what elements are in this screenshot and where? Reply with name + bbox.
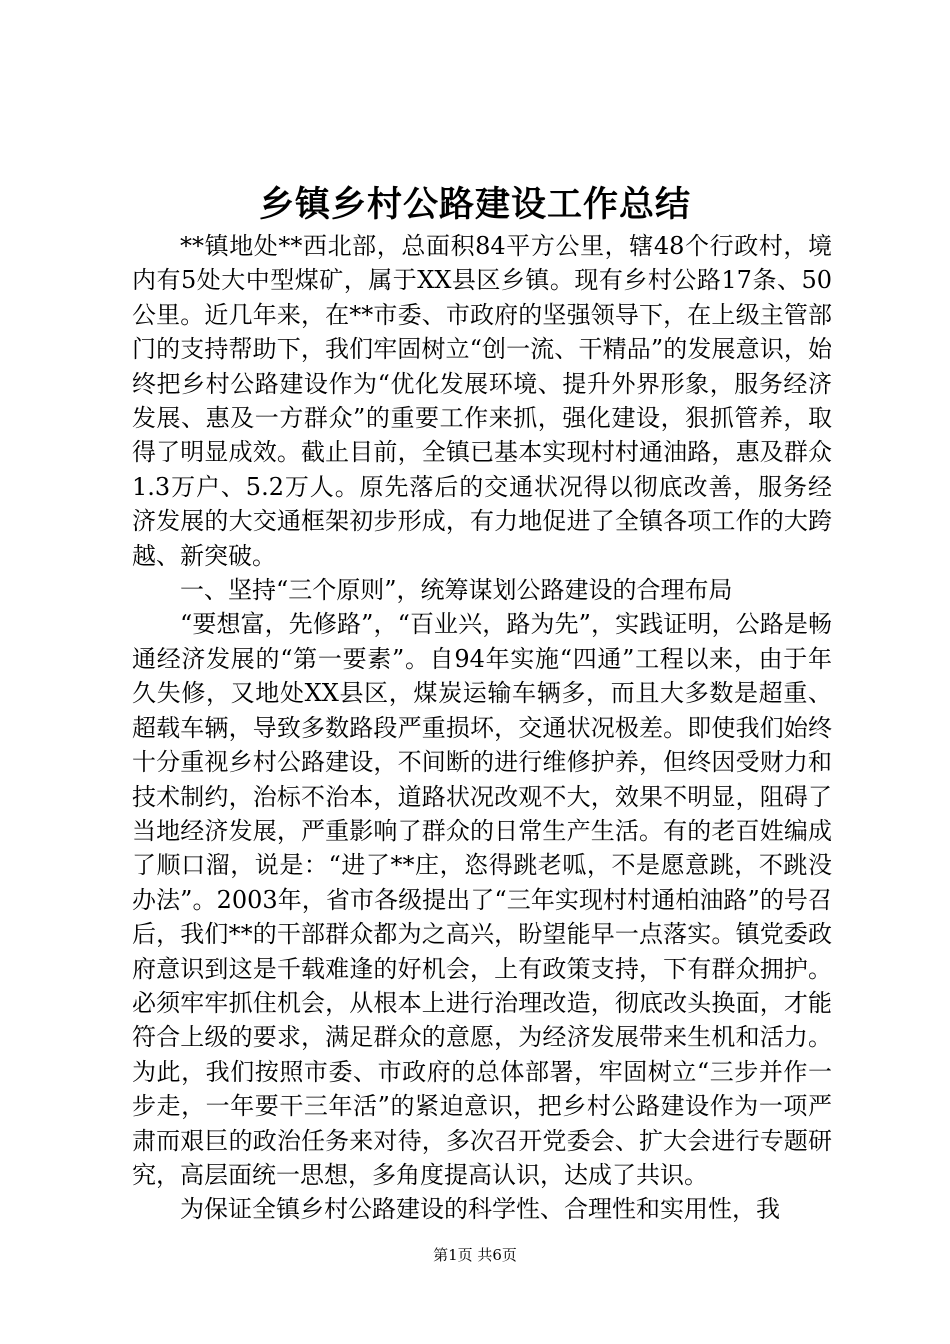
document-title: 乡镇乡村公路建设工作总结 <box>258 184 691 225</box>
paragraph-continuation: 为保证全镇乡村公路建设的科学性、合理性和实用性，我 <box>180 1195 780 1224</box>
paragraph-intro: **镇地处**西北部，总面积84平方公里，辖48个行政村，境内有5处大中型煤矿，属于XX县区乡镇。现有乡村公路17条、50公里。近几年来，在**市委、市政府的坚强领导下，在上级主管部门的支持帮助下，我们牢固树立“创一流、干精品”的发展意识，始终把乡村公路建设作为“优化发展环境、提升外界形象，服务经济发展、惠及一方群众”的重要工作来抓，强化建设，狠抓管养，取得了明显成效。截止目前，全镇已基本实现村村通油路，惠及群众1.3万户、5.2万人。原先落后的交通状况得以彻底改善，服务经济发展的大交通框架初步形成，有力地促进了全镇各项工作的大跨越、新突破。 <box>132 232 832 570</box>
paragraph-section-1: “要想富，先修路”，“百业兴，路为先”，实践证明，公路是畅通经济发展的“第一要素”。自94年实施“四通”工程以来，由于年久失修，又地处XX县区，煤炭运输车辆多，而且大多数是超重、超载车辆，导致多数路段严重损坏，交通状况极差。即使我们始终十分重视乡村公路建设，不间断的进行维修护养，但终因受财力和技术制约，治标不治本，道路状况改观不大，效果不明显，阻碍了当地经济发展，严重影响了群众的日常生产生活。有的老百姓编成了顺口溜，说是：“进了**庄，恣得跳老呱，不是愿意跳，不跳没办法”。2003年，省市各级提出了“三年实现村村通柏油路”的号召后，我们**的干部群众都为之高兴，盼望能早一点落实。镇党委政府意识到这是千载难逢的好机会，上有政策支持，下有群众拥护。必须牢牢抓住机会，从根本上进行治理改造，彻底改头换面，才能符合上级的要求，满足群众的意愿，为经济发展带来生机和活力。为此，我们按照市委、市政府的总体部署，牢固树立“三步并作一步走，一年要干三年活”的紧迫意识，把乡村公路建设作为一项严肃而艰巨的政治任务来对待，多次召开党委会、扩大会进行专题研究，高层面统一思想，多角度提高认识，达成了共识。 <box>132 610 832 1189</box>
section-heading-1: 一、坚持“三个原则”，统筹谋划公路建设的合理布局 <box>180 576 733 605</box>
document-body <box>132 229 832 1227</box>
page-footer: 第1页 共6页 <box>433 1246 517 1264</box>
